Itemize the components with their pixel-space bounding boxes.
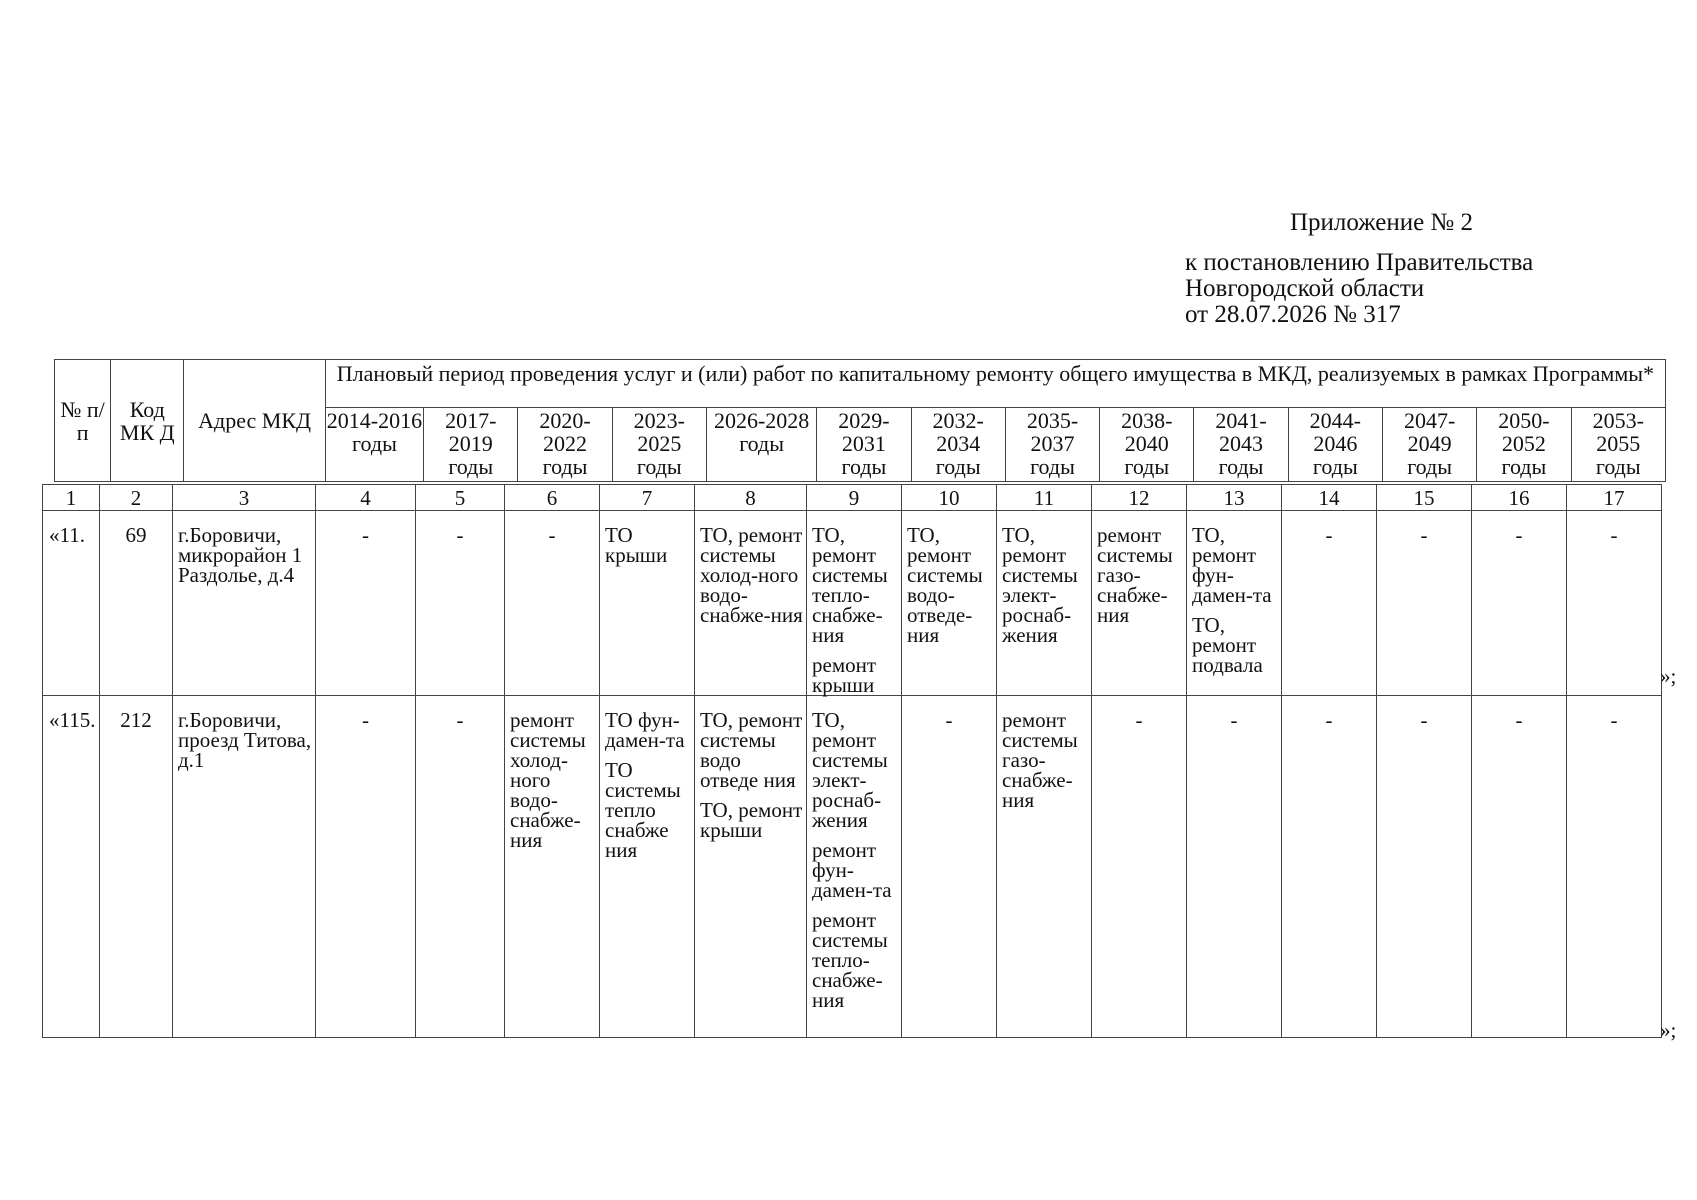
work-item: ремонт фун-дамен-та (812, 838, 892, 902)
row-closing-quote: »; (1660, 664, 1677, 688)
cell-col-10: - (902, 696, 997, 1038)
cell-col-9 (807, 696, 902, 1038)
row-address: г.Боровичи, микрорайон 1 Раздолье, д.4 (173, 511, 316, 696)
column-number: 11 (997, 485, 1092, 511)
cell-col-13: - (1187, 696, 1282, 1038)
cell-col-12 (1092, 511, 1187, 696)
work-item: ТО фун-дамен-та (605, 708, 685, 752)
appendix-region-line: Новгородской области (1185, 275, 1425, 302)
work-item: ТО, ремонт фун-дамен-та (1192, 523, 1272, 607)
work-item: ремонт крыши (812, 653, 877, 697)
row-address: г.Боровичи, проезд Титова, д.1 (173, 696, 316, 1038)
work-item: ТО, ремонт подвала (1192, 613, 1263, 677)
column-number: 7 (600, 485, 695, 511)
table-row (43, 511, 1662, 696)
header-years-10: 2032-2034 годы (911, 408, 1005, 482)
header-years-5: 2017-2019 годы (424, 408, 518, 482)
header-years-17: 2053-2055 годы (1571, 408, 1665, 482)
column-number: 10 (902, 485, 997, 511)
work-item: ТО, ремонт системы водо отведе ния (700, 708, 803, 792)
work-item: ТО крыши (605, 523, 668, 567)
cell-col-5: - (416, 696, 505, 1038)
column-number: 9 (807, 485, 902, 511)
work-item: ТО, ремонт системы холод-ного водо-снабже-ния (700, 523, 803, 627)
work-item: ТО, ремонт системы элект-роснаб-жения (1002, 523, 1078, 647)
column-number: 13 (1187, 485, 1282, 511)
header-years-6: 2020-2022 годы (518, 408, 612, 482)
cell-col-11 (997, 696, 1092, 1038)
work-item: ТО, ремонт системы элект-роснаб-жения (812, 708, 888, 832)
appendix-title: Приложение № 2 (1290, 209, 1474, 236)
cell-col-15: - (1377, 511, 1472, 696)
work-item: ТО, ремонт крыши (700, 798, 803, 842)
work-item: ТО системы тепло снабже ния (605, 758, 681, 862)
header-years-13: 2041-2043 годы (1194, 408, 1288, 482)
column-number: 2 (100, 485, 173, 511)
row-number: «115. (43, 696, 100, 1038)
table-header (54, 359, 1666, 482)
cell-col-11 (997, 511, 1092, 696)
column-number: 14 (1282, 485, 1377, 511)
column-number: 3 (173, 485, 316, 511)
header-number: № п/п (55, 360, 111, 482)
cell-col-7 (600, 696, 695, 1038)
column-number: 5 (416, 485, 505, 511)
cell-col-10 (902, 511, 997, 696)
header-years-14: 2044-2046 годы (1288, 408, 1382, 482)
cell-col-16: - (1472, 511, 1567, 696)
table-body (42, 484, 1662, 1038)
header-years-12: 2038-2040 годы (1100, 408, 1194, 482)
cell-col-6: - (505, 511, 600, 696)
cell-col-17: - (1567, 511, 1662, 696)
cell-col-8 (695, 511, 807, 696)
work-item: ТО, ремонт системы тепло-снабже-ния (812, 523, 888, 647)
header-years-16: 2050-2052 годы (1477, 408, 1571, 482)
row-code: 69 (100, 511, 173, 696)
column-number: 15 (1377, 485, 1472, 511)
appendix-heading (1185, 210, 1665, 328)
column-number: 12 (1092, 485, 1187, 511)
column-number: 8 (695, 485, 807, 511)
cell-col-6 (505, 696, 600, 1038)
header-years-8: 2026-2028 годы (706, 408, 816, 482)
header-years-15: 2047-2049 годы (1382, 408, 1476, 482)
cell-col-15: - (1377, 696, 1472, 1038)
cell-col-4: - (316, 696, 416, 1038)
cell-col-7 (600, 511, 695, 696)
work-item: ремонт системы газо-снабже-ния (1097, 523, 1173, 627)
cell-col-9 (807, 511, 902, 696)
appendix-resolution-line: к постановлению Правительства (1185, 249, 1534, 276)
work-item: ремонт системы газо-снабже-ния (1002, 708, 1078, 812)
work-item: ТО, ремонт системы водо-отведе-ния (907, 523, 983, 647)
header-years-9: 2029-2031 годы (817, 408, 911, 482)
cell-col-17: - (1567, 696, 1662, 1038)
header-address: Адрес МКД (184, 360, 325, 482)
row-closing-quote: »; (1660, 1018, 1677, 1042)
cell-col-13 (1187, 511, 1282, 696)
cell-col-16: - (1472, 696, 1567, 1038)
cell-col-14: - (1282, 511, 1377, 696)
cell-col-12: - (1092, 696, 1187, 1038)
header-period: Плановый период проведения услуг и (или) работ по капитальному ремонту общего имущества в МКД, реализуемых в рамках Программы* (325, 360, 1665, 408)
header-years-4: 2014-2016 годы (325, 408, 423, 482)
cell-col-5: - (416, 511, 505, 696)
header-years-11: 2035-2037 годы (1005, 408, 1099, 482)
column-number: 17 (1567, 485, 1662, 511)
cell-col-8 (695, 696, 807, 1038)
column-number-row (43, 485, 1662, 511)
column-number: 1 (43, 485, 100, 511)
column-number: 6 (505, 485, 600, 511)
work-item: ремонт системы тепло-снабже-ния (812, 908, 888, 1012)
header-years-7: 2023-2025 годы (612, 408, 706, 482)
appendix-date-line: от 28.07.2026 № 317 (1185, 301, 1401, 328)
cell-col-4: - (316, 511, 416, 696)
header-code: Код МК Д (111, 360, 184, 482)
row-number: «11. (43, 511, 100, 696)
row-code: 212 (100, 696, 173, 1038)
table-row (43, 696, 1662, 1038)
work-item: ремонт системы холод-ного водо-снабже-ния (510, 708, 586, 852)
column-number: 4 (316, 485, 416, 511)
cell-col-14: - (1282, 696, 1377, 1038)
column-number: 16 (1472, 485, 1567, 511)
